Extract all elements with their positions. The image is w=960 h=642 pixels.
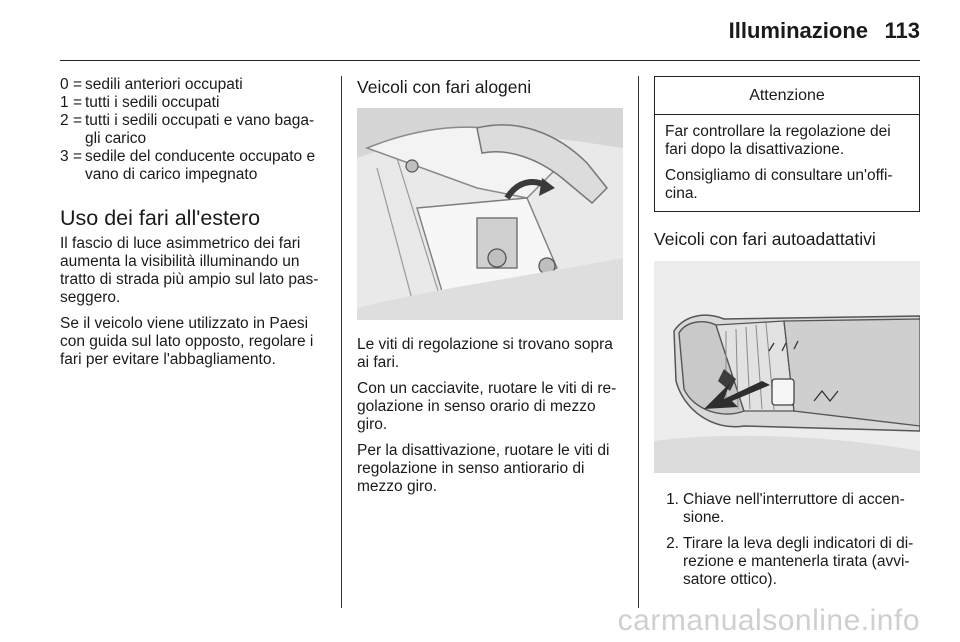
abroad-heading: Uso dei fari all'estero [60,206,261,230]
list-item: 3 = sedile del conducente occupato e vano di carico impegnato [60,148,316,183]
list-item: 2. Tirare la leva degli indicatori di di-rezione e mantenerla tirata (avvi-satore ottico). [666,535,914,588]
halogen-paragraph-3: Per la disattivazione, ruotare le viti di regolazione in senso antiorario di mezzo giro. [357,442,610,495]
halogen-heading: Veicoli con fari alogeni [357,77,532,97]
list-item: 0 = sedili anteriori occupati [60,76,243,93]
warning-box [654,76,920,212]
column-divider-1 [341,76,342,608]
halogen-paragraph-1: Le viti di regolazione si trovano sopra ai fari. [357,336,613,371]
page-number: 113 [884,18,920,43]
warning-paragraph-1: Far controllare la regolazione dei fari dopo la disattivazione. [665,123,891,158]
steps-list [654,491,920,589]
list-item: 2 = tutti i sedili occupati e vano baga-gli carico [60,112,315,147]
headlight-adjustment-screw-icon [357,108,623,320]
warning-title: Attenzione [655,77,919,115]
warning-body [655,115,919,211]
column-1 [60,76,326,377]
load-settings-list [60,76,326,184]
abroad-paragraph-1: Il fascio di luce asimmetrico dei fari aumenta la visibilità illuminando un tratto di strada più ampio sul lato pas-seggero. [60,235,319,306]
list-item: 1. Chiave nell'interruttore di accen-sione. [666,491,905,526]
abroad-paragraph-2: Se il veicolo viene utilizzato in Paesi con guida sul lato opposto, regolare i fari per evitare l'abbagliamento. [60,315,314,368]
halogen-paragraph-2: Con un cacciavite, ruotare le viti di re-golazione in senso orario di mezzo giro. [357,380,617,433]
column-divider-2 [638,76,639,608]
headlight-adjustment-figure [357,108,623,320]
warning-paragraph-2: Consigliamo di consultare un'offi-cina. [665,167,893,202]
watermark: carmanualsonline.info [617,604,920,637]
list-item: 1 = tutti i sedili occupati [60,94,220,111]
turn-signal-lever-icon [654,261,920,473]
header-divider [60,60,920,61]
adaptive-heading: Veicoli con fari autoadattativi [654,229,876,249]
column-2 [357,76,623,504]
page-header-title: Illuminazione [728,18,868,43]
turn-signal-lever-figure [654,261,920,473]
column-3 [654,76,920,597]
